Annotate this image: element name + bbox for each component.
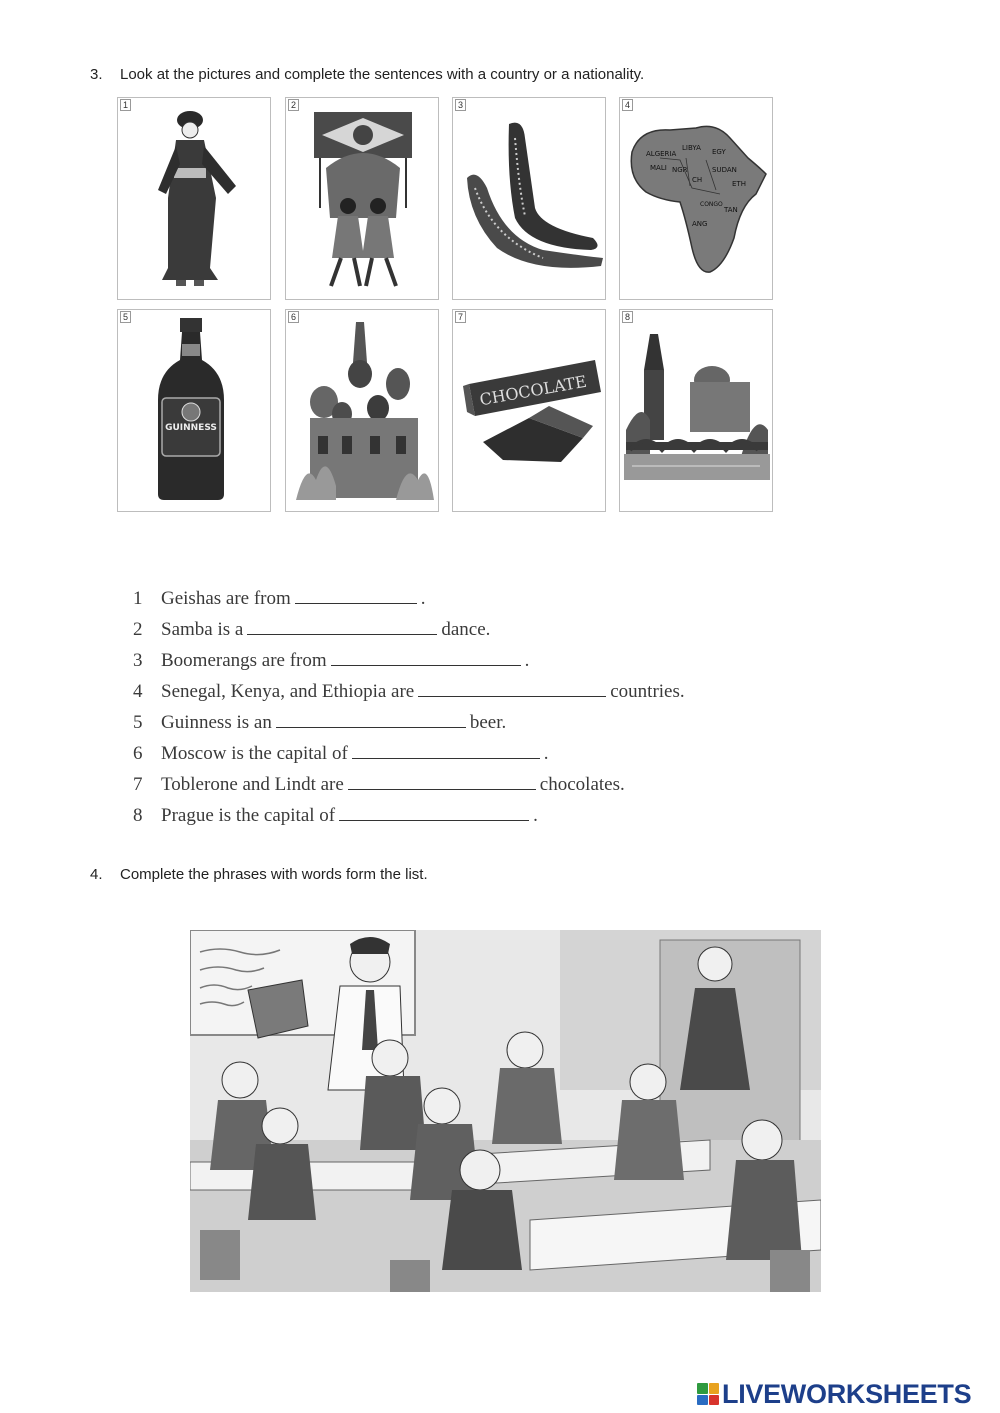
sentence-8 <box>133 805 538 827</box>
picture-panel-8 <box>619 309 773 512</box>
picture-panel-3 <box>452 97 606 300</box>
exercise-4-instruction <box>90 866 428 883</box>
picture-panel-4 <box>619 97 773 300</box>
picture-number: 4 <box>622 99 633 111</box>
answer-blank[interactable] <box>295 590 417 604</box>
sentence-number: 4 <box>133 681 143 702</box>
sentence-7 <box>133 774 625 796</box>
africa-map-icon <box>620 98 773 300</box>
map-label: NGR <box>672 166 688 174</box>
sentence-text: Guinness is an <box>161 712 272 733</box>
exercise-3-text: Look at the pictures and complete the sentences with a country or a nationality. <box>120 66 645 83</box>
chocolate-bar-icon <box>453 310 606 512</box>
picture-number: 3 <box>455 99 466 111</box>
picture-panel-7 <box>452 309 606 512</box>
answer-blank[interactable] <box>352 745 540 759</box>
map-label: ANG <box>692 220 708 228</box>
sentence-text: chocolates. <box>539 774 625 795</box>
answer-blank[interactable] <box>348 776 536 790</box>
sentence-text: . <box>420 588 426 609</box>
map-label: SUDAN <box>712 166 737 174</box>
picture-number: 1 <box>120 99 131 111</box>
picture-panel-5 <box>117 309 271 512</box>
sentence-text: Moscow is the capital of <box>161 743 348 764</box>
exercise-4-number: 4. <box>90 866 103 883</box>
sentence-number: 3 <box>133 650 143 671</box>
sentence-number: 8 <box>133 805 143 826</box>
sentence-text: Samba is a <box>161 619 244 640</box>
exercise-3-instruction <box>90 66 644 83</box>
sentence-text: dance. <box>441 619 491 640</box>
picture-number: 2 <box>288 99 299 111</box>
sentence-text: . <box>524 650 530 671</box>
sentence-text: . <box>543 743 549 764</box>
answer-blank[interactable] <box>247 621 437 635</box>
geisha-icon <box>118 98 271 300</box>
prague-bridge-icon <box>620 310 773 512</box>
sentence-4 <box>133 681 685 703</box>
answer-blank[interactable] <box>339 807 529 821</box>
chocolate-label: CHOCOLATE <box>478 371 589 410</box>
sentence-5 <box>133 712 506 734</box>
picture-number: 7 <box>455 311 466 323</box>
classroom-illustration <box>190 930 821 1292</box>
map-label: ALGERIA <box>646 150 677 158</box>
sentence-text: Senegal, Kenya, and Ethiopia are <box>161 681 415 702</box>
liveworksheets-logo[interactable] <box>697 1378 971 1410</box>
exercise-4-text: Complete the phrases with words form the list. <box>120 866 428 883</box>
picture-number: 6 <box>288 311 299 323</box>
sentence-text: Boomerangs are from <box>161 650 327 671</box>
picture-panel-6 <box>285 309 439 512</box>
sentence-number: 7 <box>133 774 143 795</box>
sentence-number: 2 <box>133 619 143 640</box>
sentence-text: Prague is the capital of <box>161 805 336 826</box>
sentence-2 <box>133 619 490 641</box>
picture-number: 8 <box>622 311 633 323</box>
classroom-scene-icon <box>190 930 821 1292</box>
sentence-3 <box>133 650 529 672</box>
sentence-text: Toblerone and Lindt are <box>161 774 344 795</box>
beer-bottle-icon <box>118 310 271 512</box>
sentence-number: 6 <box>133 743 143 764</box>
sentence-text: . <box>533 805 538 826</box>
cathedral-icon <box>286 310 439 512</box>
bottle-label: GUINNESS <box>165 423 217 433</box>
sentence-text: countries. <box>610 681 685 702</box>
map-label: CONGO <box>700 201 723 208</box>
sentence-text: Geishas are from <box>161 588 291 609</box>
map-label: CH <box>692 176 703 184</box>
samba-dancers-icon <box>286 98 439 300</box>
sentence-number: 5 <box>133 712 143 733</box>
sentence-1 <box>133 588 426 610</box>
map-label: TAN <box>724 206 738 214</box>
answer-blank[interactable] <box>331 652 521 666</box>
answer-blank[interactable] <box>276 714 466 728</box>
map-label: ETH <box>732 180 746 188</box>
liveworksheets-logo-icon <box>697 1383 719 1405</box>
picture-panel-1 <box>117 97 271 300</box>
picture-grid <box>117 97 774 513</box>
map-label: LIBYA <box>682 144 701 152</box>
exercise-3-number: 3. <box>90 66 103 83</box>
sentence-6 <box>133 743 549 765</box>
map-label: EGY <box>712 148 726 156</box>
sentence-text: beer. <box>469 712 507 733</box>
boomerangs-icon <box>453 98 606 300</box>
picture-number: 5 <box>120 311 131 323</box>
sentence-number: 1 <box>133 588 143 609</box>
map-label: MALI <box>650 164 667 172</box>
answer-blank[interactable] <box>418 683 606 697</box>
picture-panel-2 <box>285 97 439 300</box>
logo-text: LIVEWORKSHEETS <box>722 1378 972 1409</box>
